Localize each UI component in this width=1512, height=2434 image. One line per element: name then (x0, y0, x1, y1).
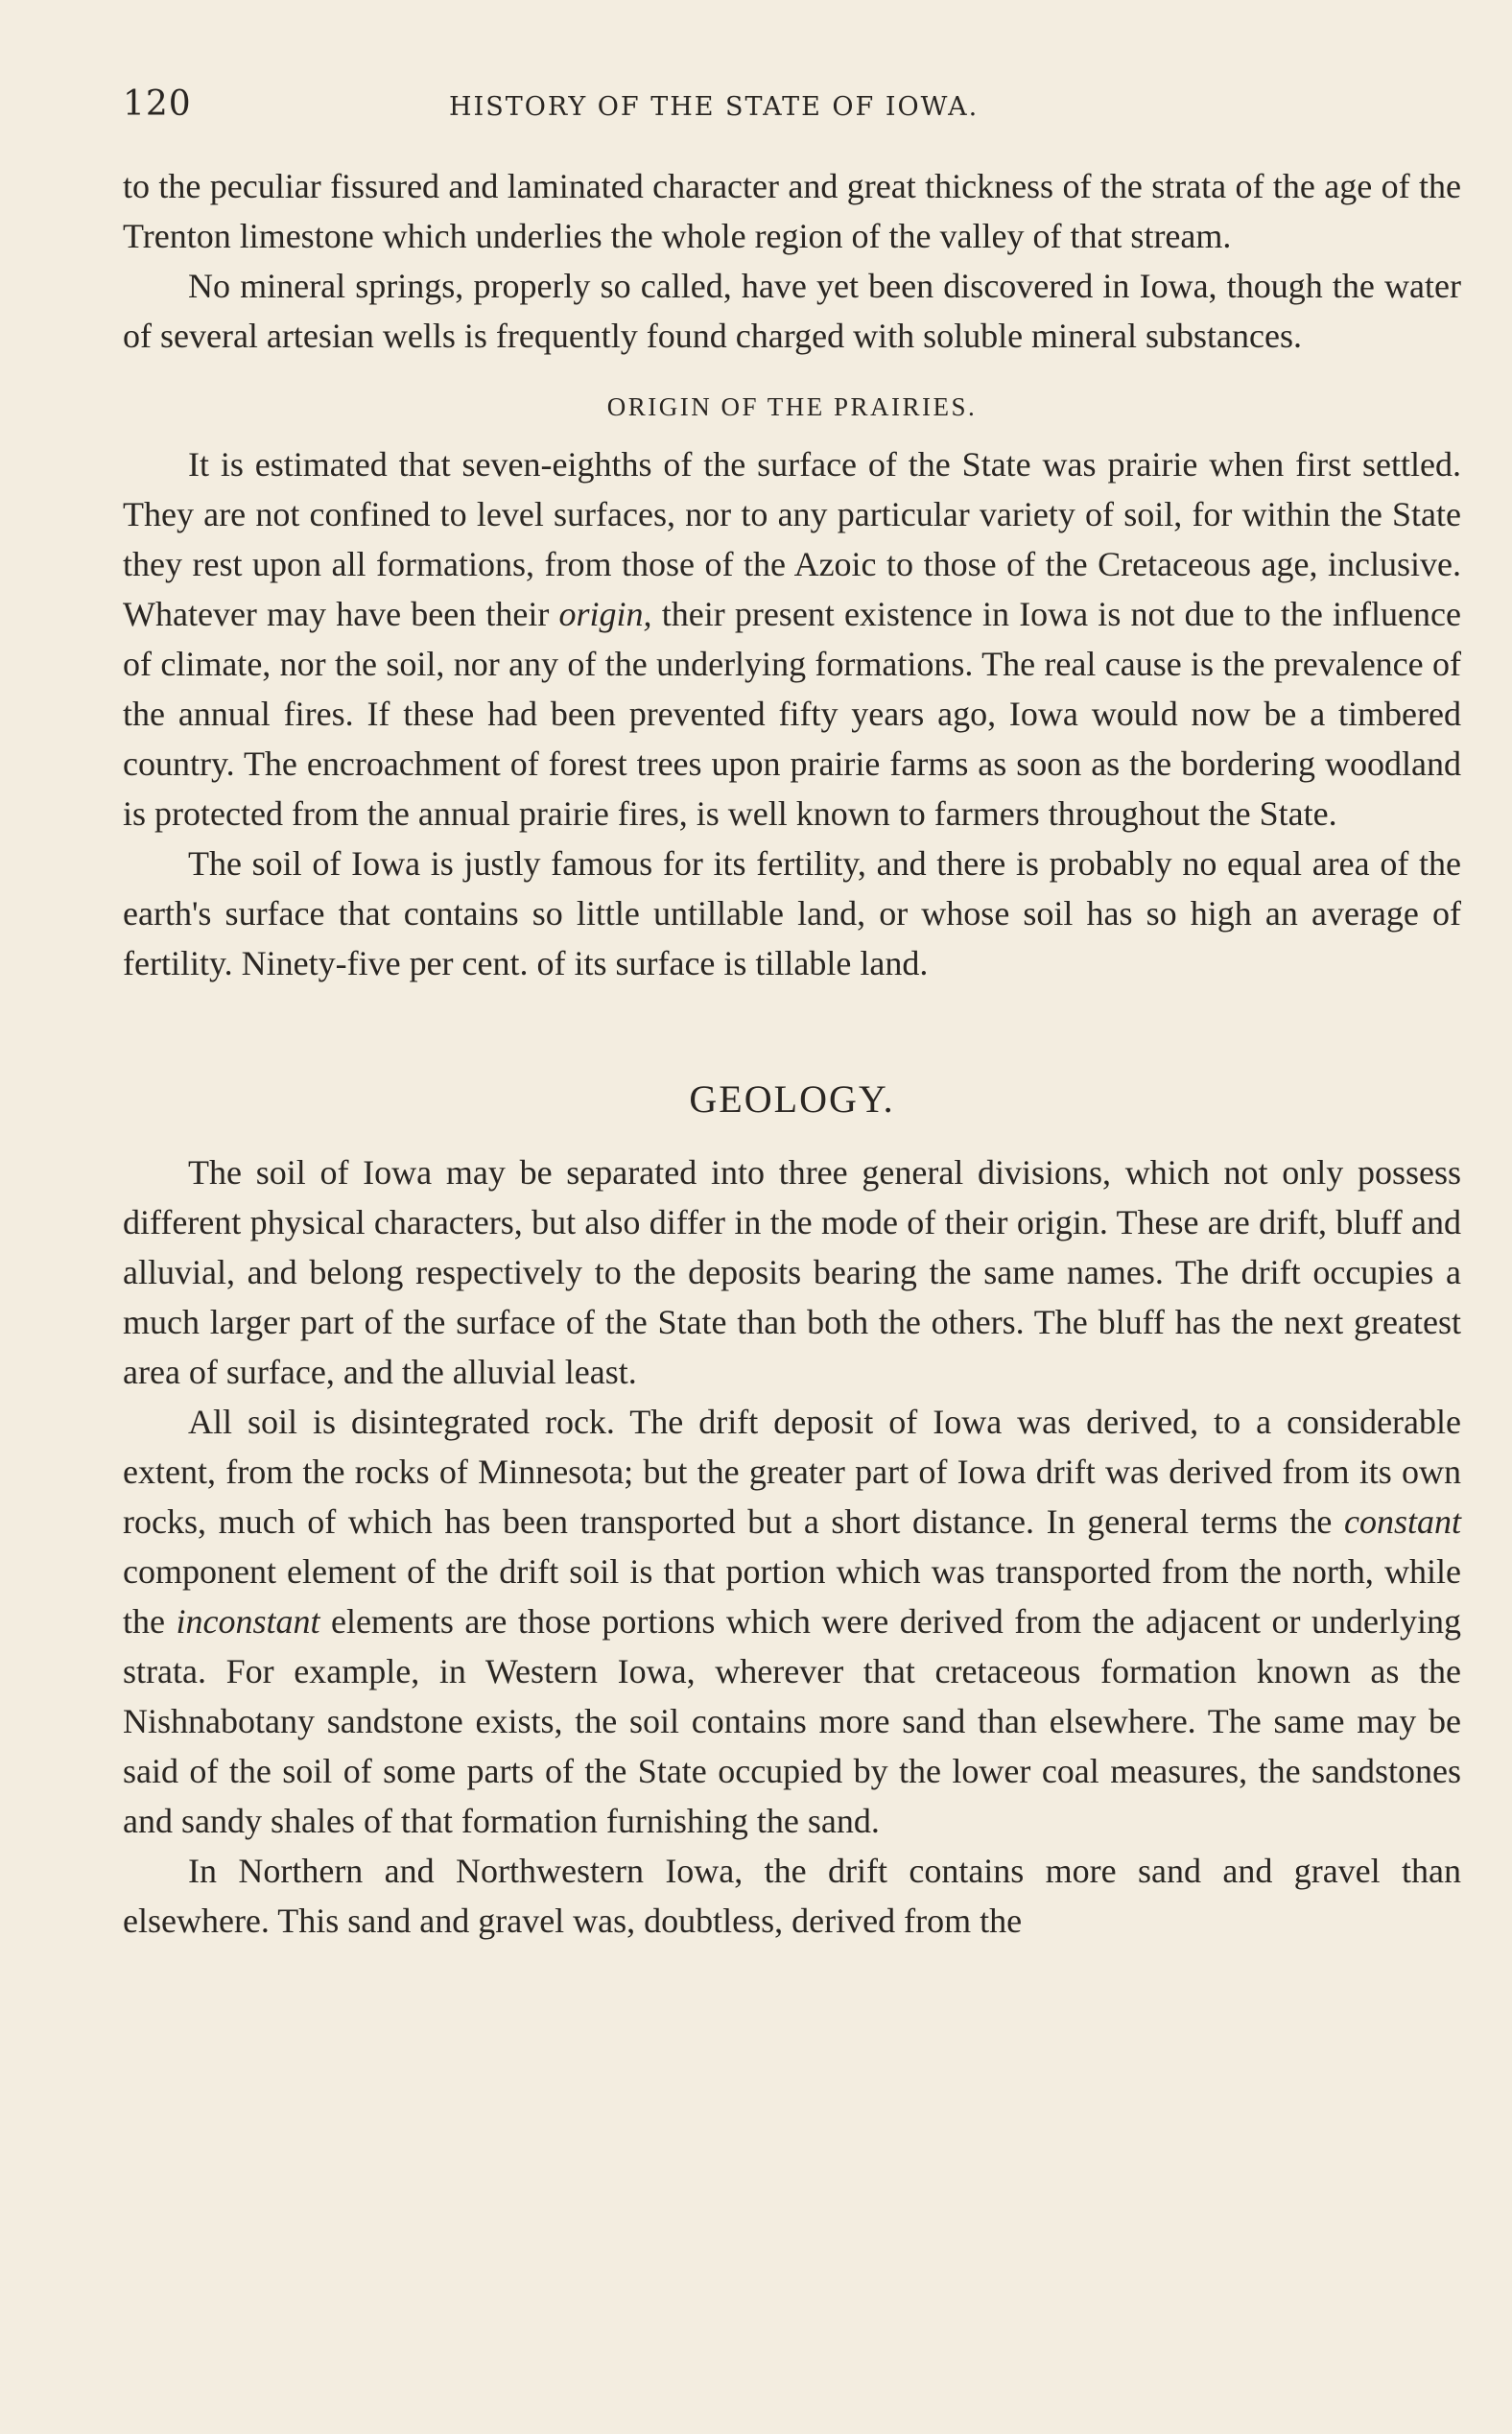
section-heading-prairies: ORIGIN OF THE PRAIRIES. (606, 392, 978, 421)
italic-inconstant: inconstant (176, 1602, 320, 1641)
text-run: their present existence in Iowa is not due to the influence of climate, nor the soil, nor any of the underlying formations. The real cause is the prevalence of the annual fires. If these had been prevented fifty years ago, Iowa would now be a timbered country. The encroachment of forest trees upon prairie farms as soon as the bordering woodland is protected from the annual prairie fires, is well known to farmers throughout the State. (123, 595, 1461, 833)
paragraph-mineral-springs: No mineral springs, properly so called, have yet been discovered in Iowa, though the water of several artesian wells is frequently found charged with soluble mineral substances. (123, 267, 1461, 355)
paragraph-soil-divisions: The soil of Iowa may be separated into three general divisions, which not only possess different physical characters, but also differ in the mode of their origin. These are drift, bluff and alluvial, and belong respectively to the deposits bearing the same names. The drift occupies a much larger part of the surface of the State than both the others. The bluff has the next greatest area of surface, and the alluvial least. (123, 1153, 1461, 1391)
section-heading-geology: GEOLOGY. (689, 1077, 895, 1121)
paragraph-northern-iowa: In Northern and Northwestern Iowa, the drift contains more sand and gravel than elsewhere. This sand and gravel was, doubtless, derived from the (123, 1852, 1461, 1940)
paragraph-continued: to the peculiar fissured and laminated character and great thickness of the strata of the age of the Trenton limestone which underlies the whole region of the valley of that stream. (123, 167, 1461, 255)
text-run: component element of the drift soil is that portion which was transported from the north, while the (123, 1552, 1461, 1641)
body-text (123, 161, 1461, 1946)
paragraph-soil-fertility: The soil of Iowa is justly famous for its fertility, and there is probably no equal area of the earth's surface that contains so little untillable land, or whose soil has so high an average of fertility. Ninety-five per cent. of its surface is tillable land. (123, 844, 1461, 982)
paragraph-disintegrated-rock (123, 1397, 1461, 1846)
text-run: elements are those portions which were derived from the adjacent or underlying strata. For example, in Western Iowa, wherever that cretaceous formation known as the Nishnabotany sandstone exists, the soil contains more sand than elsewhere. The same may be said of the soil of some parts of the State occupied by the lower coal measures, the sandstones and sandy shales of that formation furnishing the sand. (123, 1602, 1462, 1840)
italic-constant: constant (1344, 1502, 1461, 1541)
italic-origin: origin, (558, 595, 652, 633)
text-run: It is estimated that seven-eighths of the surface of the State was prairie when first settled. They are not confined to level surfaces, nor to any particular variety of soil, for within the State they rest upon all formations, from those of the Azoic to those of the Cretaceous age, inclusive. Whatever may have been their (123, 445, 1461, 633)
book-page (123, 84, 1461, 1946)
running-title: HISTORY OF THE STATE OF IOWA. (449, 92, 980, 122)
page-number: 120 (123, 84, 192, 124)
text-run: All soil is disintegrated rock. The drift deposit of Iowa was derived, to a considerable extent, from the rocks of Minnesota; but the greater part of Iowa drift was derived from its own rocks, much of which has been transported but a short distance. In general terms the (123, 1403, 1461, 1541)
paragraph-prairies-origin (123, 439, 1461, 839)
running-head (123, 84, 1461, 132)
